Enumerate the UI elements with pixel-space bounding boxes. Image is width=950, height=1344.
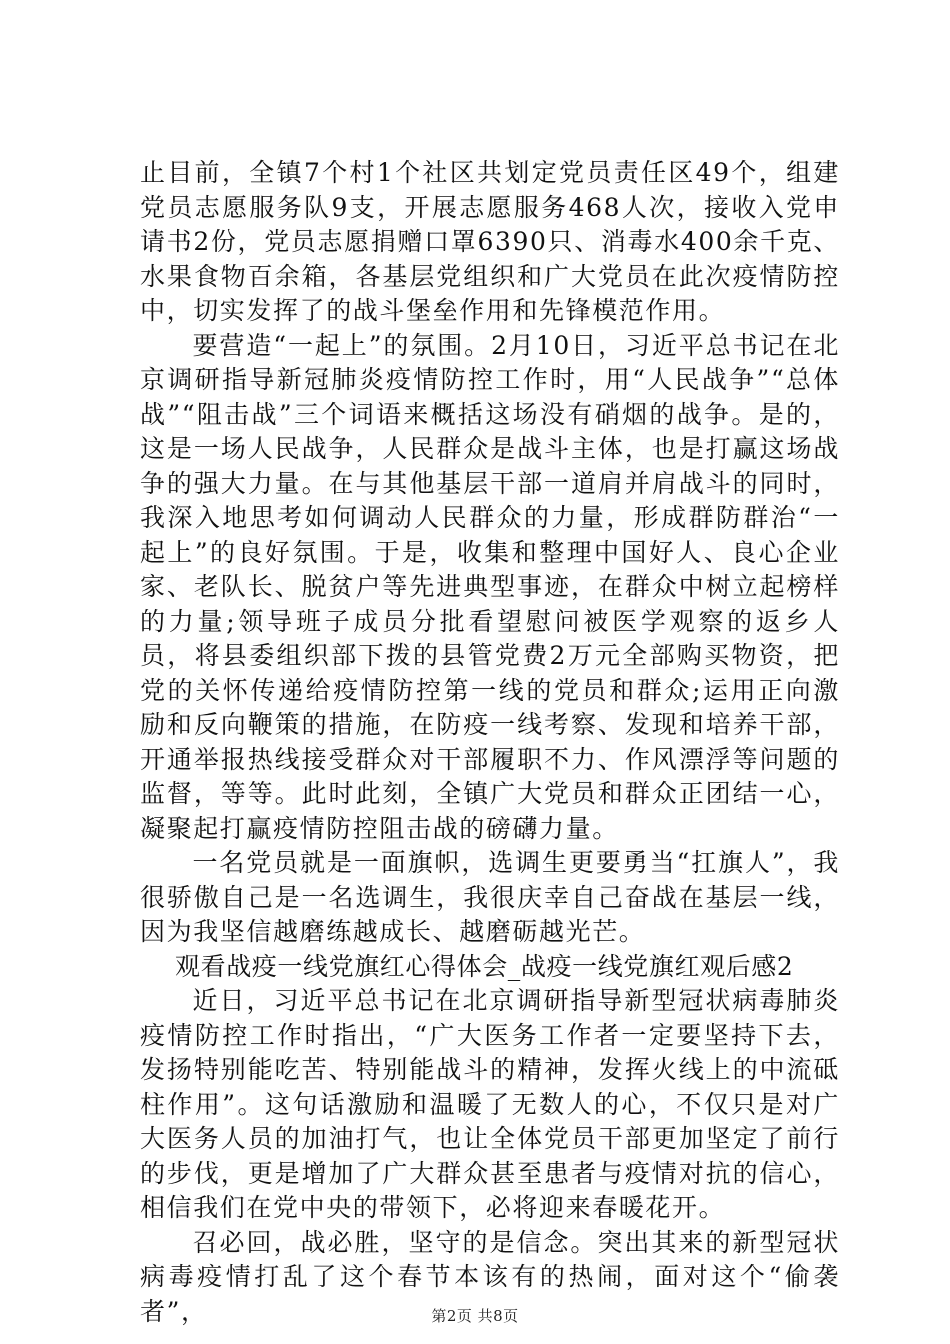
body-text bbox=[140, 156, 840, 1329]
paragraph-flag-bearer: 一名党员就是一面旗帜，选调生更要勇当“扛旗人”，我很骄傲自己是一名选调生，我很庆幸自己奋战在基层一线，因为我坚信越磨练越成长、越磨砺越光芒。 bbox=[140, 848, 840, 946]
page-number-footer: 第2页 共8页 bbox=[431, 1307, 519, 1325]
paragraph-atmosphere: 要营造“一起上”的氛围。2月10日，习近平总书记在北京调研指导新冠肺炎疫情防控工作时，用“人民战争”“总体战”“阻击战”三个词语来概括这场没有硝烟的战争。是的，这是一场人民战争，人民群众是战斗主体，也是打赢这场战争的强大力量。在与其他基层干部一道肩并肩战斗的同时，我深入地思考如何调动人民群众的力量，形成群防群治“一起上”的良好氛围。于是，收集和整理中国好人、良心企业家、老队长、脱贫户等先进典型事迹，在群众中树立起榜样的力量;领导班子成员分批看望慰问被医学观察的返乡人员，将县委组织部下拨的县管党费2万元全部购买物资，把党的关怀传递给疫情防控第一线的党员和群众;运用正向激励和反向鞭策的措施，在防疫一线考察、发现和培养干部，开通举报热线接受群众对干部履职不力、作风漂浮等问题的监督，等等。此时此刻，全镇广大党员和群众正团结一心，凝聚起打赢疫情防控阻击战的磅礴力量。 bbox=[140, 330, 840, 843]
paragraph-belief: 召必回，战必胜，坚守的是信念。突出其来的新型冠状病毒疫情打乱了这个春节本该有的热闹，面对这个“偷袭者”， bbox=[140, 1227, 840, 1326]
paragraph-medical-workers: 近日，习近平总书记在北京调研指导新型冠状病毒肺炎疫情防控工作时指出，“广大医务工作者一定要坚持下去，发扬特别能吃苦、特别能战斗的精神，发挥火线上的中流砥柱作用”。这句话激励和温暖了无数人的心，不仅只是对广大医务人员的加油打气，也让全体党员干部更加坚定了前行的步伐，更是增加了广大群众甚至患者与疫情对抗的信心，相信我们在党中央的带领下，必将迎来春暖花开。 bbox=[140, 986, 840, 1222]
section-heading: 观看战疫一线党旗红心得体会_战疫一线党旗红观后感2 bbox=[175, 951, 794, 981]
paragraph-continuation: 止目前，全镇7个村1个社区共划定党员责任区49个，组建党员志愿服务队9支，开展志愿服务468人次，接收入党申请书2份，党员志愿捐赠口罩6390只、消毒水400余千克、水果食物百余箱，各基层党组织和广大党员在此次疫情防控中，切实发挥了的战斗堡垒作用和先锋模范作用。 bbox=[140, 158, 840, 325]
